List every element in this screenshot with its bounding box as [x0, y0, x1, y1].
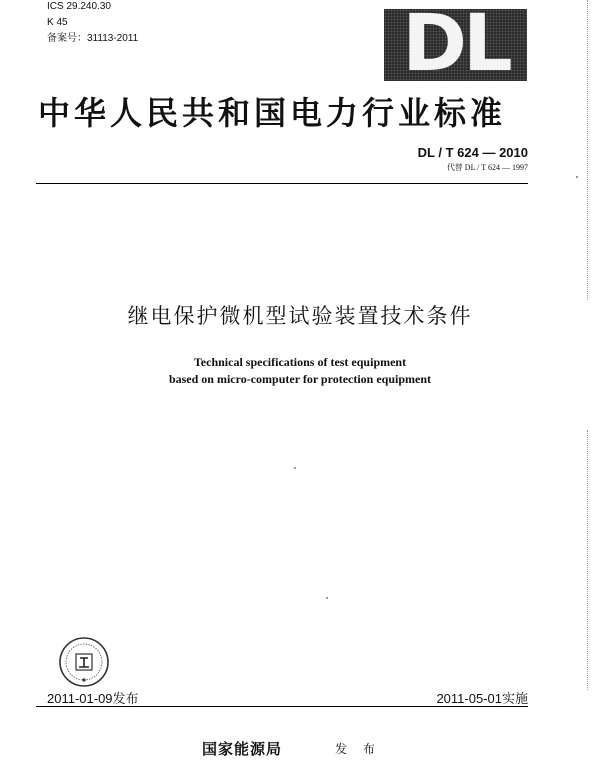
effective-date: 2011-05-01实施 [436, 691, 528, 706]
official-seal-icon [58, 636, 110, 688]
issue-date: 2011-01-09发布 [47, 691, 139, 706]
standard-number: DL / T 624 — 2010 [417, 145, 528, 160]
scan-speck [294, 467, 296, 469]
bottom-divider [36, 706, 528, 707]
document-title-en-line1: Technical specifications of test equipment [193, 355, 407, 369]
logo-text: DL [402, 0, 509, 89]
document-title-cn: 继电保护微机型试验装置技术条件 [127, 304, 473, 328]
scan-edge-bottom [587, 430, 588, 690]
top-divider [36, 183, 528, 184]
issue-verb: 发 布 [335, 742, 381, 756]
dl-logo-icon [384, 0, 527, 89]
classification-code: K 45 [47, 17, 68, 28]
replaces-standard: 代替 DL / T 624 — 1997 [446, 163, 528, 172]
scan-edge-top [587, 0, 588, 300]
scan-speck [576, 176, 578, 178]
scan-speck [326, 597, 328, 599]
document-title-en-line2: based on micro-computer for protection equipment [168, 372, 432, 386]
filing-number: 备案号：31113-2011 [47, 33, 139, 44]
organization-name: 中华人民共和国电力行业标准 [38, 94, 507, 132]
ics-code: ICS 29.240.30 [47, 1, 111, 12]
issuing-authority: 国家能源局 [202, 740, 283, 758]
